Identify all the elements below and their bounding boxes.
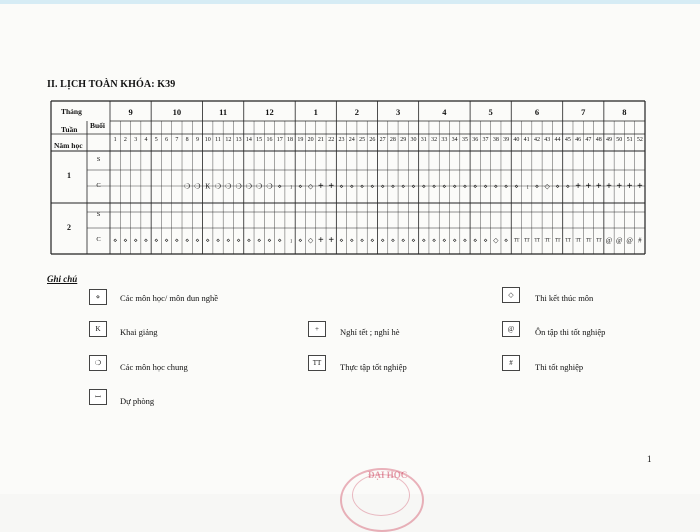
schedule-cell-mark: ⋄ [267, 236, 272, 245]
schedule-cell-mark: TT [524, 238, 530, 244]
schedule-cell-mark: TT [596, 238, 602, 244]
week-number: 20 [307, 137, 314, 143]
schedule-cell-mark: ⋄ [370, 182, 375, 190]
header-month: Tháng [61, 107, 82, 116]
schedule-cell-mark: # [638, 236, 642, 245]
week-number: 51 [626, 137, 633, 143]
schedule-cell-mark: ⋄ [133, 236, 138, 245]
schedule-cell-mark: ❍ [225, 182, 232, 190]
schedule-cell-mark: ⋄ [401, 236, 406, 245]
schedule-cell-mark: ⋄ [277, 236, 282, 245]
schedule-cell-mark: ⋄ [462, 182, 468, 190]
week-number: 47 [585, 137, 592, 143]
schedule-cell-mark: ⋄ [370, 236, 375, 245]
month-label: 3 [395, 107, 401, 117]
schedule-cell-mark: ⋄ [462, 236, 468, 245]
week-number: 19 [297, 137, 304, 143]
legend-symbol-holiday: + [308, 321, 326, 337]
week-number: 1 [113, 137, 117, 143]
schedule-cell-mark: ◇ [544, 182, 550, 190]
month-label: 11 [219, 107, 228, 117]
week-number: 52 [636, 137, 643, 143]
schedule-cell-mark: ⋄ [503, 182, 509, 190]
schedule-cell-mark: TT [554, 238, 561, 244]
schedule-cell-mark: TT [565, 238, 571, 244]
schedule-cell-mark: ⋄ [277, 182, 282, 190]
schedule-cell-mark: ꟷ [288, 239, 294, 243]
schedule-cell-mark: ⋄ [184, 236, 190, 245]
week-number: 13 [235, 137, 242, 143]
schedule-cell-mark: ⋄ [164, 236, 169, 245]
week-number: 23 [338, 137, 345, 143]
week-number: 34 [451, 137, 458, 143]
schedule-cell-mark: ⋄ [349, 236, 354, 245]
week-number: 40 [513, 137, 520, 143]
month-label: 4 [442, 107, 447, 117]
session-label: C [96, 236, 101, 243]
week-number: 46 [575, 137, 582, 143]
legend-label-general: Các môn học chung [120, 362, 188, 372]
schedule-cell-mark: TT [513, 238, 519, 244]
week-number: 3 [134, 137, 138, 143]
week-number: 24 [348, 137, 355, 143]
schedule-cell-mark: ⋄ [174, 236, 180, 245]
week-number: 33 [441, 137, 448, 143]
month-label: 2 [354, 107, 360, 117]
legend-heading: Ghi chú [47, 274, 78, 284]
schedule-cell-mark: + [575, 180, 581, 192]
schedule-cell-mark: ⋄ [380, 236, 385, 245]
schedule-cell-mark: ❍ [184, 182, 191, 190]
header-session: Buổi [90, 121, 106, 130]
legend-symbol-reserve: ꟷ [89, 389, 107, 405]
schedule-cell-mark: ⋄ [493, 182, 499, 190]
schedule-cell-mark: ❍ [214, 182, 222, 190]
page-number: 1 [647, 454, 652, 464]
week-number: 17 [276, 137, 283, 143]
week-number: 41 [523, 137, 530, 143]
week-number: 22 [328, 137, 335, 143]
week-number: 36 [472, 137, 479, 143]
legend-symbol-opening: K [89, 321, 107, 337]
schedule-cell-mark: ⋄ [411, 236, 416, 245]
week-number: 14 [245, 137, 252, 143]
week-number: 50 [616, 137, 623, 143]
schedule-cell-mark: + [606, 180, 612, 192]
schedule-cell-mark: ⋄ [205, 236, 210, 245]
schedule-cell-mark: + [318, 180, 324, 192]
year-label: 2 [67, 222, 71, 232]
month-label: 6 [534, 107, 540, 117]
schedule-cell-mark: ❍ [256, 182, 263, 190]
week-number: 44 [554, 137, 561, 143]
schedule-cell-mark: ⋄ [246, 236, 252, 245]
schedule-cell-mark: ⋄ [390, 182, 396, 190]
schedule-cell-mark: ⋄ [359, 236, 365, 245]
schedule-cell-mark: @ [626, 236, 633, 245]
header-year: Năm học [54, 141, 83, 150]
schedule-cell-mark: ⋄ [555, 182, 560, 190]
schedule-cell-mark: + [626, 180, 633, 192]
schedule-cell-mark: ⋄ [298, 236, 303, 245]
schedule-cell-mark: ⋄ [452, 182, 457, 190]
month-label: 10 [172, 107, 182, 117]
week-number: 9 [195, 137, 199, 143]
week-number: 16 [266, 137, 273, 143]
week-number: 8 [185, 137, 189, 143]
schedule-cell-mark: + [585, 180, 592, 192]
schedule-cell-mark: + [328, 235, 335, 246]
legend-symbol-internship: TT [308, 355, 326, 371]
schedule-cell-mark: ⋄ [421, 236, 426, 245]
week-number: 39 [503, 137, 510, 143]
week-number: 4 [144, 137, 148, 143]
legend-label-major: Các môn học/ môn đun nghề [120, 293, 218, 303]
schedule-cell-mark: ⋄ [215, 236, 221, 245]
schedule-cell-mark: ⋄ [298, 182, 303, 190]
schedule-cell-mark: ⋄ [236, 236, 241, 245]
schedule-cell-mark: ⋄ [195, 236, 200, 245]
legend-symbol-general: ❍ [89, 355, 107, 371]
week-number: 29 [400, 137, 407, 143]
schedule-cell-mark: ⋄ [339, 182, 344, 190]
week-number: 49 [605, 137, 612, 143]
week-number: 38 [492, 137, 499, 143]
schedule-cell-mark: ⋄ [514, 182, 519, 190]
schedule-cell-mark: ⋄ [401, 182, 406, 190]
week-number: 6 [165, 137, 169, 143]
schedule-cell-mark: TT [585, 238, 591, 244]
schedule-cell-mark: ❍ [194, 182, 201, 190]
schedule-cell-mark: ❍ [245, 182, 253, 190]
schedule-cell-mark: ⋄ [143, 236, 149, 245]
week-number: 11 [215, 137, 221, 143]
week-number: 48 [595, 137, 602, 143]
red-seal-text: ĐẠI HỌC [368, 470, 408, 480]
legend-symbol-review: @ [502, 321, 520, 337]
schedule-cell-mark: + [636, 180, 643, 192]
week-number: 18 [287, 137, 294, 143]
schedule-cell-mark: @ [605, 236, 613, 245]
legend-label-graduation: Thi tốt nghiệp [535, 362, 584, 372]
schedule-cell-mark: K [205, 182, 211, 190]
legend-label-holiday: Nghỉ tết ; nghỉ hè [340, 327, 400, 337]
session-label: S [96, 210, 101, 218]
schedule-cell-mark: ⋄ [421, 182, 426, 190]
legend-label-opening: Khai giảng [120, 327, 158, 337]
schedule-cell-mark: ⋄ [256, 236, 262, 245]
schedule-cell-mark: ⋄ [112, 236, 118, 245]
schedule-cell-mark: ꟷ [288, 184, 294, 189]
schedule-cell-mark: ⋄ [452, 236, 457, 245]
week-number: 37 [482, 137, 489, 143]
week-number: 2 [123, 137, 127, 143]
schedule-cell-mark: ◇ [307, 236, 314, 245]
schedule-cell-mark: ⋄ [534, 182, 540, 190]
schedule-cell-mark: ⋄ [442, 236, 447, 245]
session-label: S [96, 155, 101, 163]
week-number: 10 [204, 137, 211, 143]
month-label: 5 [488, 107, 493, 117]
schedule-cell-mark: + [595, 180, 602, 192]
week-number: 32 [431, 137, 438, 143]
schedule-cell-mark: ⋄ [380, 182, 385, 190]
schedule-cell-mark: ⋄ [411, 182, 416, 190]
schedule-cell-mark: ⋄ [442, 182, 447, 190]
week-number: 5 [154, 137, 158, 143]
legend-symbol-major: ⋄ [89, 289, 107, 305]
week-number: 26 [369, 137, 376, 143]
schedule-cell-mark: ⋄ [390, 236, 396, 245]
week-number: 12 [225, 137, 232, 143]
week-number: 28 [389, 137, 396, 143]
schedule-cell-mark: ⋄ [473, 236, 478, 245]
schedule-cell-mark: ⋄ [359, 182, 365, 190]
schedule-cell-mark: ⋄ [483, 236, 488, 245]
schedule-cell-mark: ◇ [307, 182, 314, 190]
schedule-cell-mark: ⋄ [431, 236, 437, 245]
schedule-cell-mark: ꟷ [524, 184, 530, 189]
schedule-cell-mark: ⋄ [226, 236, 231, 245]
schedule-cell-mark: ❍ [266, 182, 273, 190]
schedule-cell-mark: ⋄ [503, 236, 509, 245]
month-label: 1 [313, 107, 318, 117]
schedule-cell-mark: ⋄ [154, 236, 159, 245]
week-number: 7 [175, 137, 179, 143]
section-title: II. LỊCH TOÀN KHÓA: K39 [47, 79, 176, 90]
week-number: 42 [533, 137, 540, 143]
month-label: 12 [265, 107, 274, 117]
schedule-cell-mark: + [616, 180, 623, 192]
schedule-cell-mark: ⋄ [473, 182, 478, 190]
week-number: 43 [544, 137, 551, 143]
schedule-cell-mark: @ [616, 236, 623, 245]
schedule-cell-mark: TT [534, 238, 540, 244]
schedule-cell-mark: TT [575, 238, 581, 244]
week-number: 45 [564, 137, 571, 143]
schedule-cell-mark: ⋄ [339, 236, 344, 245]
header-week: Tuần [61, 125, 78, 134]
legend-label-review: Ôn tập thi tốt nghiệp [535, 327, 606, 337]
schedule-cell-mark: + [318, 235, 324, 246]
schedule-cell-mark: ⋄ [349, 182, 354, 190]
schedule-cell-mark: ⋄ [483, 182, 488, 190]
schedule-cell-mark: ⋄ [565, 182, 571, 190]
week-number: 31 [420, 137, 427, 143]
month-label: 9 [128, 107, 133, 117]
week-number: 35 [461, 137, 468, 143]
schedule-cell-mark: TT [544, 238, 550, 244]
schedule-cell-mark: ❍ [235, 182, 242, 190]
red-seal-inner [352, 474, 410, 516]
schedule-cell-mark: ◇ [493, 236, 499, 245]
week-number: 30 [410, 137, 417, 143]
week-number: 21 [317, 137, 324, 143]
year-label: 1 [67, 171, 71, 180]
week-number: 25 [359, 137, 366, 143]
legend-label-final-exam: Thi kết thúc môn [535, 293, 594, 303]
session-label: C [96, 181, 101, 189]
legend-symbol-final-exam: ◇ [502, 287, 520, 303]
week-number: 27 [379, 137, 386, 143]
schedule-cell-mark: + [328, 180, 335, 192]
month-label: 7 [581, 107, 586, 117]
legend-symbol-graduation: # [502, 355, 520, 371]
legend-label-internship: Thực tập tốt nghiệp [340, 362, 407, 372]
month-label: 8 [622, 107, 627, 117]
legend-label-reserve: Dự phòng [120, 396, 155, 406]
schedule-cell-mark: ⋄ [431, 182, 437, 190]
schedule-cell-mark: ⋄ [123, 236, 128, 245]
week-number: 15 [256, 137, 263, 143]
